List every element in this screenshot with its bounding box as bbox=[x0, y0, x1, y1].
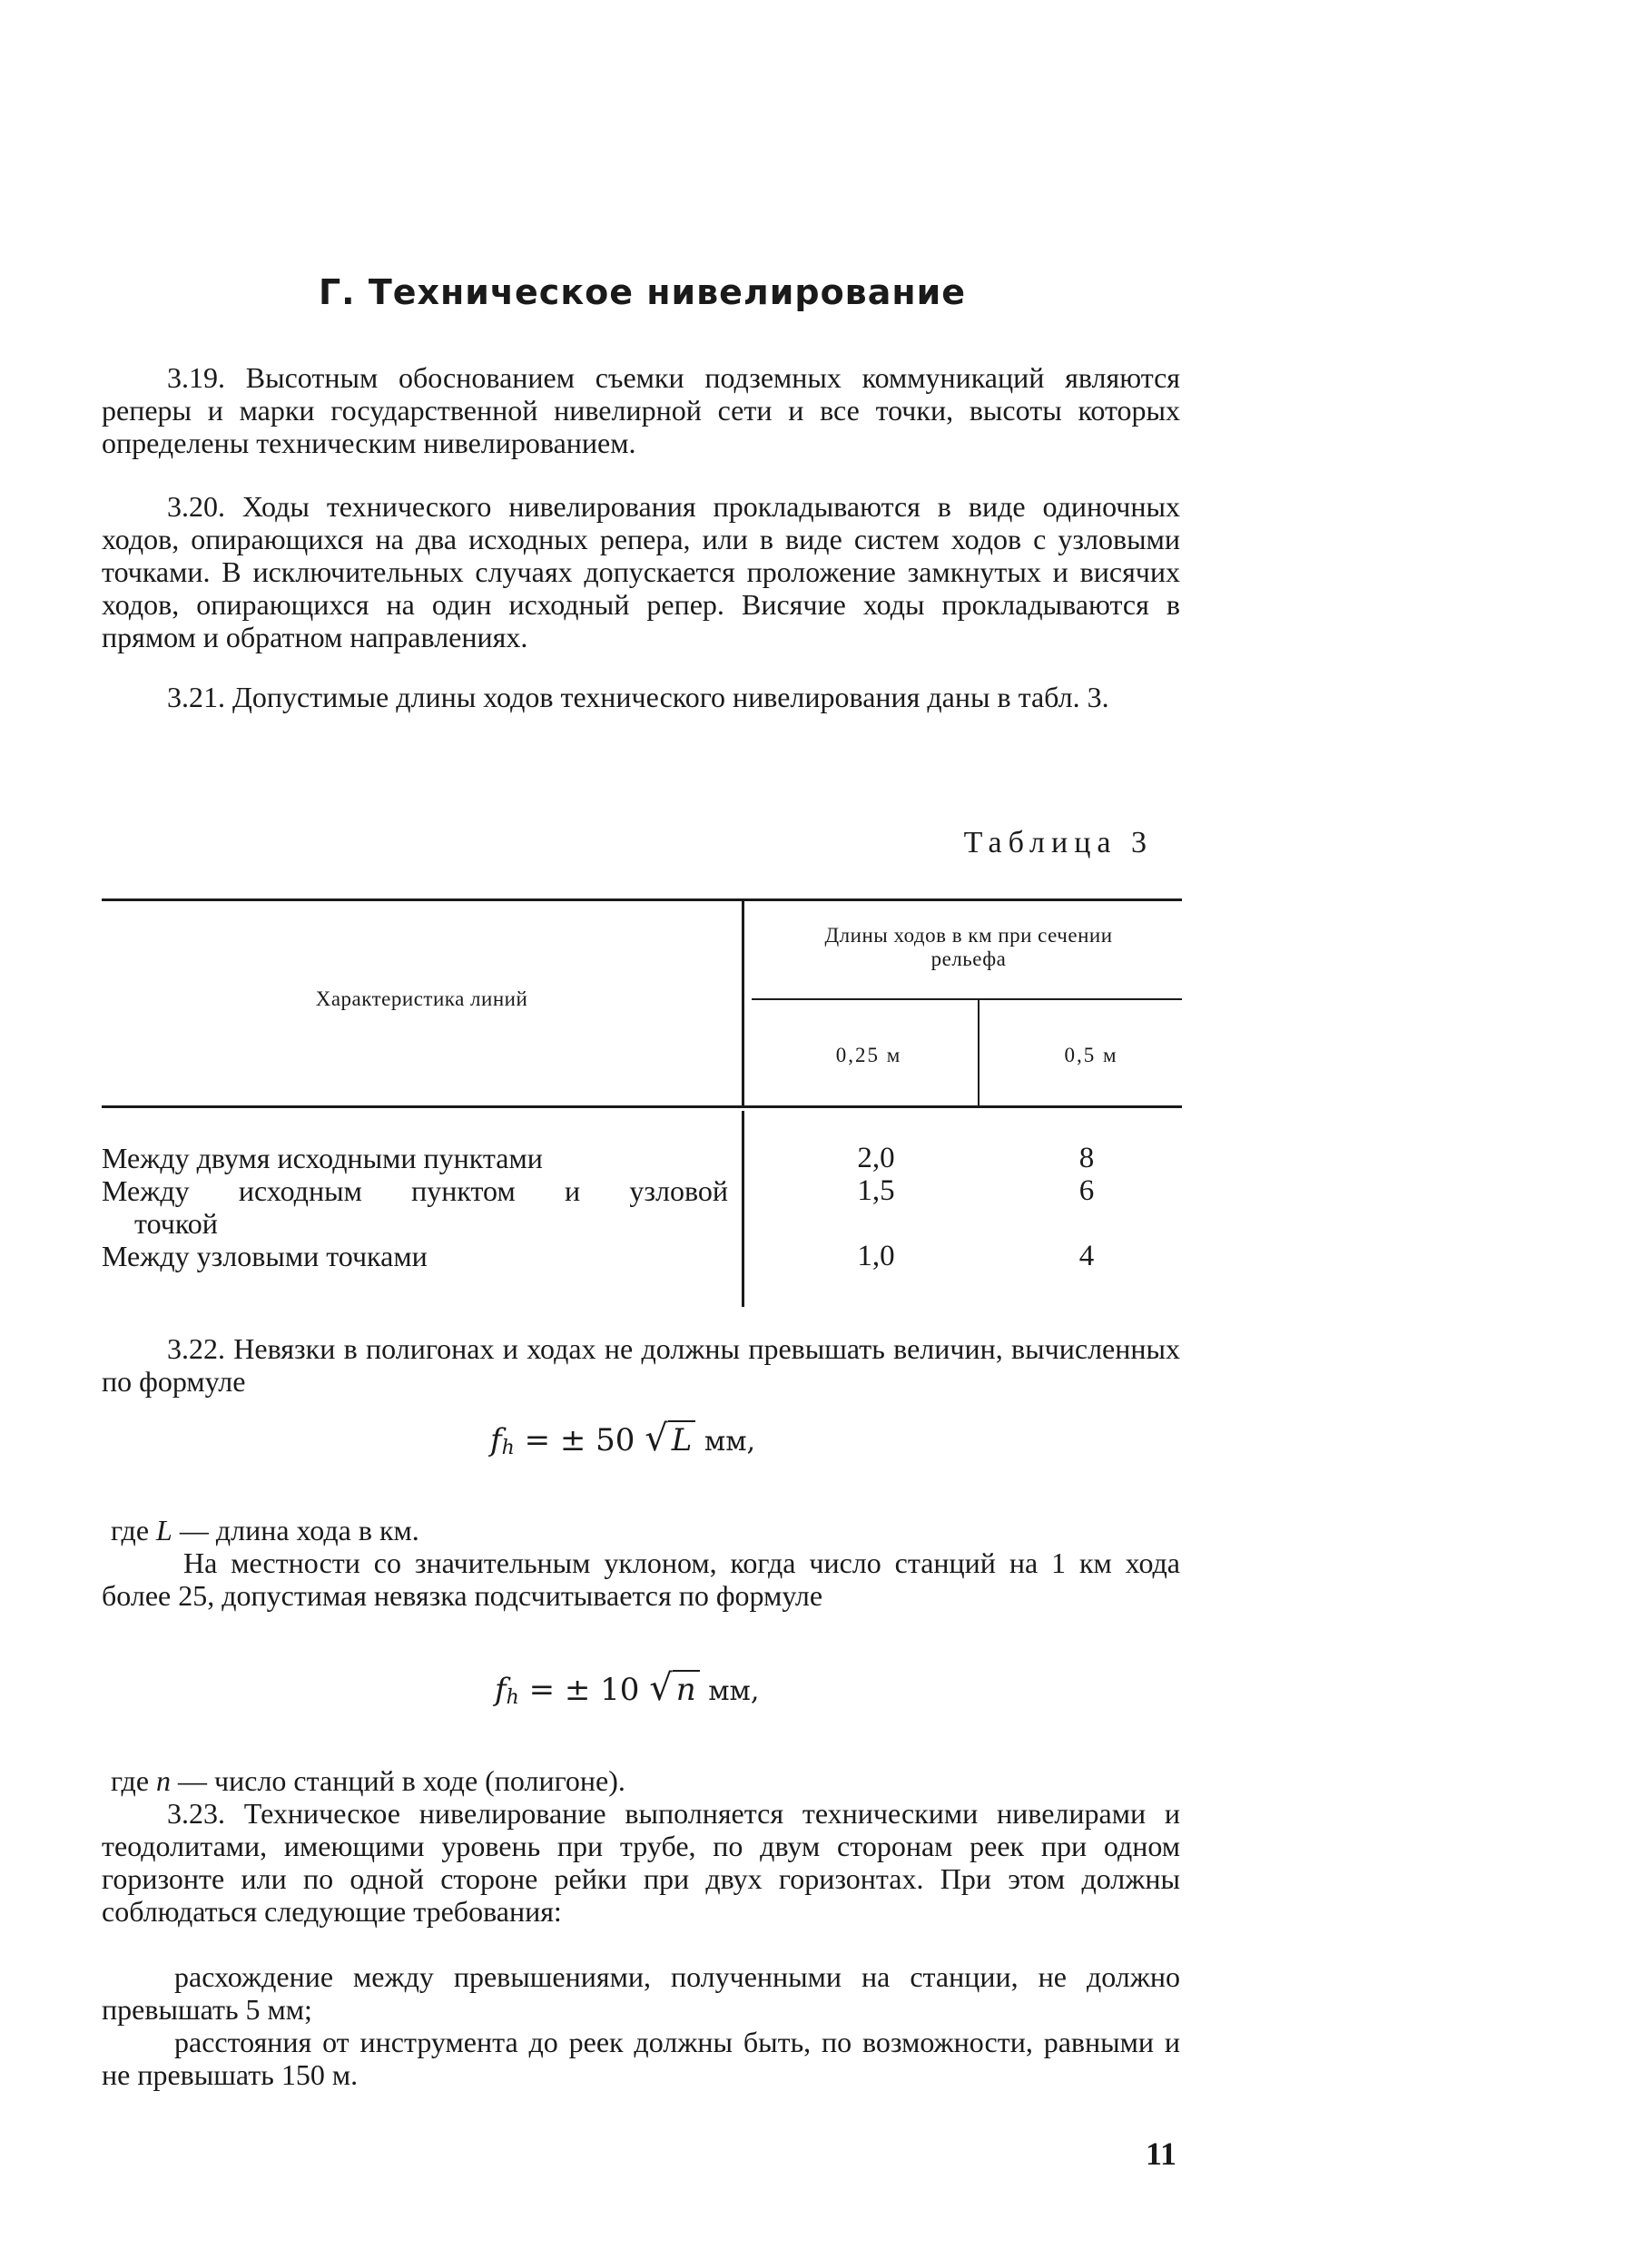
row-1-value-05: 8 bbox=[1078, 1142, 1095, 1174]
formula-misclosure-stations bbox=[495, 1667, 760, 1716]
row-label-2 bbox=[102, 1174, 728, 1240]
paragraph-3-20: 3.20. Ходы технического нивелирования прокладываются в виде одиночных ходов, опирающихся на два исходных репера, или в виде систем ходов с узловыми точками. В исключительных случаях допускается проложение замкнутых и висячих ходов, опирающихся на один исходный репер. Висячие ходы прокладываются в прямом и обратном направлениях. bbox=[102, 490, 1180, 653]
formula-1-radicand: L bbox=[668, 1420, 696, 1458]
where-L-prefix: где bbox=[111, 1514, 157, 1546]
formula-1-lhs: f bbox=[490, 1422, 502, 1458]
header-route-lengths: Длины ходов в км при сечении рельефа bbox=[824, 924, 1113, 970]
row-2-value-025: 1,5 bbox=[857, 1174, 895, 1207]
row-label-3: Между узловыми точками bbox=[102, 1240, 428, 1272]
formula-2-eq: = ± 10 bbox=[518, 1672, 650, 1708]
header-contour-025: 0,25 м bbox=[835, 1044, 902, 1066]
table-sub-vrule bbox=[978, 998, 980, 1105]
sqrt-icon: √ bbox=[645, 1418, 668, 1459]
where-n-text: — число станций в ходе (полигоне). bbox=[171, 1764, 625, 1797]
formula-2-sub: h bbox=[506, 1686, 519, 1709]
where-L-var: L bbox=[156, 1514, 172, 1546]
row-label-2-line: Между исходным пунктом и узловой bbox=[102, 1174, 728, 1207]
table-header-vrule bbox=[742, 898, 744, 1105]
table-top-rule bbox=[102, 898, 1182, 901]
paragraph-3-23: 3.23. Техническое нивелирование выполняется техническими нивелирами и теодолитами, имеющими уровень при трубе, по двум сторонам реек при одном горизонте или по одной стороне рейки при двух горизонтах. При этом должны соблюдаться следующие требования: bbox=[102, 1797, 1180, 1928]
section-heading: Г. Техническое нивелирование bbox=[318, 272, 967, 312]
sqrt-icon: √ bbox=[649, 1667, 673, 1709]
table-3 bbox=[102, 898, 1182, 1307]
row-1-value-025: 2,0 bbox=[857, 1142, 895, 1174]
row-label-2-cont: точкой bbox=[134, 1207, 218, 1240]
paragraph-3-19: 3.19. Высотным обоснованием съемки подземных коммуникаций являются реперы и марки государственной нивелирной сети и все точки, высоты которых определены техническим нивелированием. bbox=[102, 361, 1180, 459]
formula-2-unit: мм, bbox=[699, 1675, 760, 1707]
row-3-value-025: 1,0 bbox=[857, 1240, 895, 1272]
row-label-1: Между двумя исходными пунктами bbox=[102, 1142, 543, 1174]
where-L-line bbox=[111, 1514, 1189, 1546]
formula-1-eq: = ± 50 bbox=[514, 1422, 645, 1458]
where-n-var: n bbox=[156, 1764, 172, 1797]
row-3-value-05: 4 bbox=[1078, 1240, 1095, 1272]
formula-misclosure-length bbox=[490, 1420, 755, 1467]
table-body-vrule bbox=[742, 1111, 744, 1307]
where-n-line bbox=[111, 1764, 1189, 1797]
formula-2-radicand: n bbox=[673, 1670, 700, 1708]
formula-1-unit: мм, bbox=[695, 1426, 756, 1458]
requirement-1: расхождение между превышениями, полученными на станции, не должно превышать 5 мм; bbox=[102, 1960, 1180, 2026]
page-number: 11 bbox=[1146, 2135, 1177, 2172]
table-header-bottom-rule bbox=[102, 1105, 1182, 1108]
paragraph-3-22: 3.22. Невязки в полигонах и ходах не должны превышать величин, вычисленных по формуле bbox=[102, 1332, 1180, 1398]
table-title: Таблица 3 bbox=[963, 826, 1153, 859]
requirement-2: расстояния от инструмента до реек должны быть, по возможности, равными и не превышать 150 м. bbox=[102, 2026, 1180, 2091]
table-group-rule bbox=[752, 998, 1182, 1000]
formula-2-lhs: f bbox=[495, 1672, 507, 1708]
header-contour-05: 0,5 м bbox=[1064, 1044, 1118, 1066]
header-line-characteristics: Характеристика линий bbox=[315, 987, 528, 1010]
where-L-text: — длина хода в км. bbox=[172, 1514, 419, 1546]
paragraph-slope: На местности со значительным уклоном, когда число станций на 1 км хода более 25, допустимая невязка подсчитывается по формуле bbox=[102, 1546, 1180, 1612]
row-2-value-05: 6 bbox=[1078, 1174, 1095, 1207]
formula-1-sub: h bbox=[501, 1437, 515, 1459]
where-n-prefix: где bbox=[111, 1764, 157, 1797]
paragraph-3-21: 3.21. Допустимые длины ходов технического нивелирования даны в табл. 3. bbox=[167, 681, 1109, 713]
